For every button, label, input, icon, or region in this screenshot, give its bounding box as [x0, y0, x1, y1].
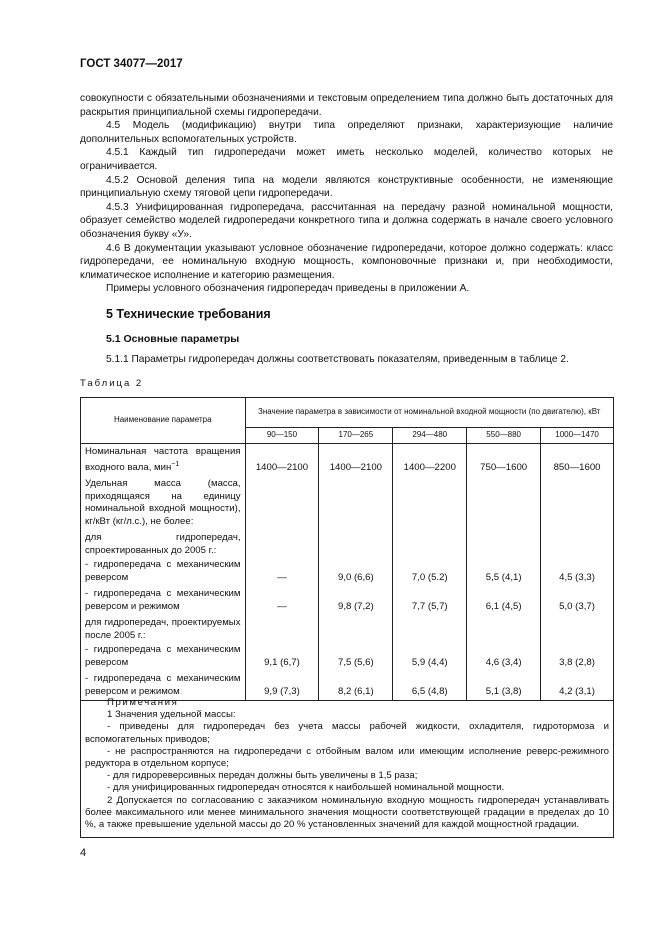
cell-value: 4,6 (3,4): [467, 644, 541, 671]
power-column-header: 294—480: [393, 428, 467, 444]
cell-value: 9,0 (6,6): [319, 559, 393, 586]
row-name: Удельная масса (масса, приходящаяся на единицу номинальной входной мощности), кг/кВт (кг/л.с.), не более:: [81, 476, 246, 530]
table-row: [81, 476, 614, 530]
cell-value: 5,5 (4,1): [467, 559, 541, 586]
section-title: 5 Технические требования: [106, 307, 271, 321]
paragraph: 4.5.2 Основой деления типа на модели являются конструктивные особенности, не изменяющие принципиальную схему тяговой цепи гидропередачи.: [80, 174, 613, 200]
cell-value: 750—1600: [467, 444, 541, 477]
cell-value: 5,0 (3,7): [541, 586, 614, 615]
header-parameter-name: Наименование параметра: [81, 398, 246, 444]
row-name: - гидропередача с механическим реверсом и режимом: [81, 586, 246, 615]
cell-value: 4,5 (3,3): [541, 559, 614, 586]
row-name: - гидропередача с механическим реверсом: [81, 559, 246, 586]
note-line: - не распространяются на гидропередачи с отбойным валом или имеющим исполнение реверс-режимного редуктора в отдельном корпусе;: [85, 745, 609, 770]
cell-value: 6,5 (4,8): [393, 671, 467, 701]
power-column-header: 170—265: [319, 428, 393, 444]
cell-value: 9,1 (6,7): [245, 644, 319, 671]
table-row: [81, 559, 614, 586]
body-text: [80, 92, 613, 296]
note-line: 1 Значения удельной массы:: [107, 709, 236, 721]
cell-value: 7,5 (5,6): [319, 644, 393, 671]
document-header: ГОСТ 34077—2017: [80, 58, 183, 70]
cell-value: 9,8 (7,2): [319, 586, 393, 615]
table-row: [81, 530, 614, 559]
note-line: 2 Допускается по согласованию с заказчиком номинальную входную мощность гидропередач устанавливать более максимального или менее минимального значения мощности соответствующей градации в пределах до 10 %, а также превышение удельной массы до 20 % установленных значений для каждой мощностной градации.: [85, 794, 609, 831]
table-row: [81, 615, 614, 644]
cell-value: 3,8 (2,8): [541, 644, 614, 671]
note-line: - для гидрореверсивных передач должны быть увеличены в 1,5 раза;: [107, 770, 418, 782]
cell-value: 6,1 (4,5): [467, 586, 541, 615]
cell-value: 7,0 (5.2): [393, 559, 467, 586]
row-name: - гидропередача с механическим реверсом и режимом: [81, 671, 246, 701]
cell-value: 7,7 (5,7): [393, 586, 467, 615]
cell-value: —: [245, 559, 319, 586]
cell-value: —: [245, 586, 319, 615]
row-name: для гидропередач, спроектированных до 2005 г.:: [81, 530, 246, 559]
table-caption: Таблица 2: [80, 378, 144, 389]
table-row: [81, 444, 614, 477]
cell-value: 9,9 (7,3): [245, 671, 319, 701]
cell-value: 8,2 (6,1): [319, 671, 393, 701]
note-line: - приведены для гидропередач без учета массы рабочей жидкости, охладителя, гидротормоза и вспомогательных приводов;: [85, 721, 609, 745]
paragraph: Примеры условного обозначения гидропередач приведены в приложении А.: [106, 283, 470, 295]
power-column-header: 1000—1470: [541, 428, 614, 444]
paragraph: 4.6 В документации указывают условное обозначение гидропередачи, которое должно содержать: класс гидропередачи, ее номинальную входную мощность, компоновочные признаки и, при необходимости, климатическое исполнение и категорию размещения.: [80, 242, 613, 281]
cell-value: 1400—2100: [319, 444, 393, 477]
cell-value: 5,1 (3,8): [467, 671, 541, 701]
cell-value: 1400—2200: [393, 444, 467, 477]
subsection-title: 5.1 Основные параметры: [106, 333, 240, 345]
cell-value: 850—1600: [541, 444, 614, 477]
power-column-header: 90—150: [245, 428, 319, 444]
row-name: Номинальная частота вращения входного вала, мин$^{-1}$: [81, 444, 246, 477]
power-column-header: 550—880: [467, 428, 541, 444]
note-line: - для унифицированных гидропередач относятся к наибольшей номинальной мощности.: [107, 782, 505, 794]
table-notes: [80, 695, 614, 838]
notes-title: Примечания: [107, 697, 179, 708]
header-parameter-value: Значение параметра в зависимости от номинальной входной мощности (по двигателю), кВт: [245, 398, 614, 428]
table-row: [81, 644, 614, 671]
paragraph: 4.5.3 Унифицированная гидропередача, рассчитанная на передачу разной номинальной мощности, образует семейство моделей гидропередачи конкретного типа и должна содержать в начале своего условного обозначения букву «У».: [80, 201, 613, 240]
cell-value: 4,2 (3,1): [541, 671, 614, 701]
paragraph: 4.5.1 Каждый тип гидропередачи может иметь несколько моделей, количество которых не ограничивается.: [80, 147, 613, 172]
page-number: 4: [80, 847, 87, 859]
cell-value: 1400—2100: [245, 444, 319, 477]
paragraph: совокупности с обязательными обозначениями и текстовым определением типа должно быть достаточных для раскрытия принципиальной схемы гидропередачи.: [80, 93, 613, 118]
paragraph: 4.5 Модель (модификацию) внутри типа определяют признаки, характеризующие наличие дополнительных вспомогательных устройств.: [80, 120, 613, 145]
table-row: [81, 586, 614, 615]
row-name: - гидропередача с механическим реверсом: [81, 644, 246, 671]
cell-value: 5,9 (4,4): [393, 644, 467, 671]
row-name: для гидропередач, проектируемых после 2005 г.:: [81, 615, 246, 644]
paragraph: 5.1.1 Параметры гидропередач должны соответствовать показателям, приведенным в таблице 2.: [106, 354, 569, 365]
parameters-table: [80, 397, 614, 701]
